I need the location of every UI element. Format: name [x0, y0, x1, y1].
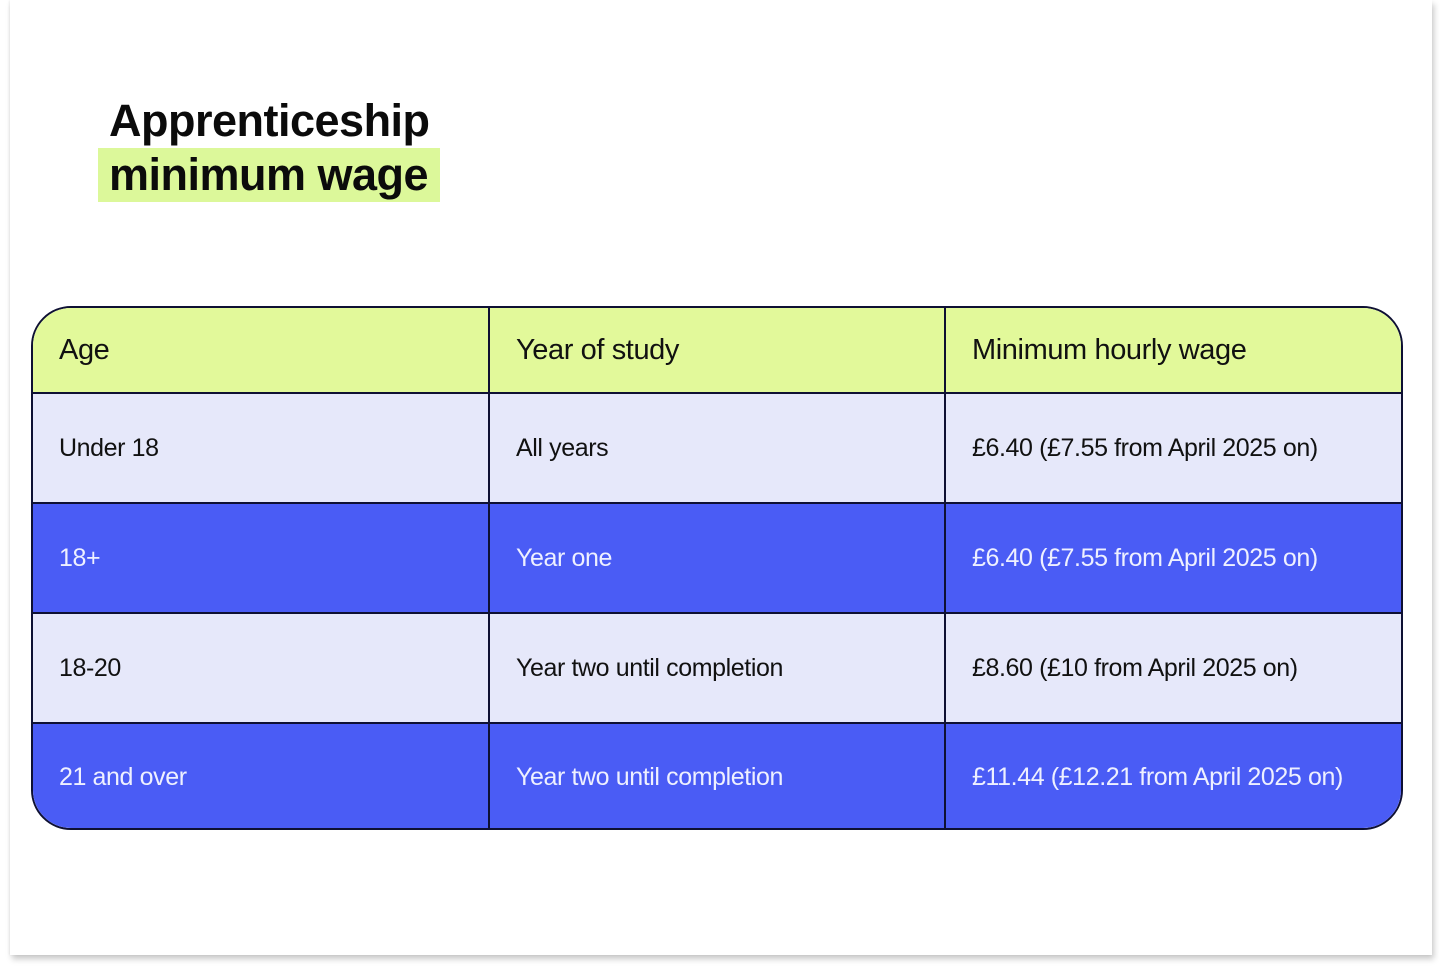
- cell-age: 21 and over: [33, 723, 489, 830]
- cell-age: Under 18: [33, 393, 489, 503]
- cell-age: 18-20: [33, 613, 489, 723]
- cell-year-of-study: Year one: [489, 503, 945, 613]
- header-minimum-hourly-wage: Minimum hourly wage: [945, 308, 1401, 393]
- cell-minimum-wage: £8.60 (£10 from April 2025 on): [945, 613, 1401, 723]
- table-row: [33, 613, 1401, 723]
- cell-year-of-study: Year two until completion: [489, 723, 945, 830]
- table-row: [33, 393, 1401, 503]
- header-age: Age: [33, 308, 489, 393]
- wage-table-container: [31, 306, 1403, 830]
- cell-minimum-wage: £6.40 (£7.55 from April 2025 on): [945, 393, 1401, 503]
- table-row: [33, 503, 1401, 613]
- table-row: [33, 723, 1401, 830]
- header-year-of-study: Year of study: [489, 308, 945, 393]
- page-title: [98, 94, 440, 202]
- cell-minimum-wage: £6.40 (£7.55 from April 2025 on): [945, 503, 1401, 613]
- cell-year-of-study: Year two until completion: [489, 613, 945, 723]
- title-line-2-highlighted: minimum wage: [98, 148, 440, 202]
- cell-age: 18+: [33, 503, 489, 613]
- cell-minimum-wage: £11.44 (£12.21 from April 2025 on): [945, 723, 1401, 830]
- wage-table: [33, 308, 1401, 830]
- table-header-row: [33, 308, 1401, 393]
- title-line-1: Apprenticeship: [109, 95, 430, 146]
- cell-year-of-study: All years: [489, 393, 945, 503]
